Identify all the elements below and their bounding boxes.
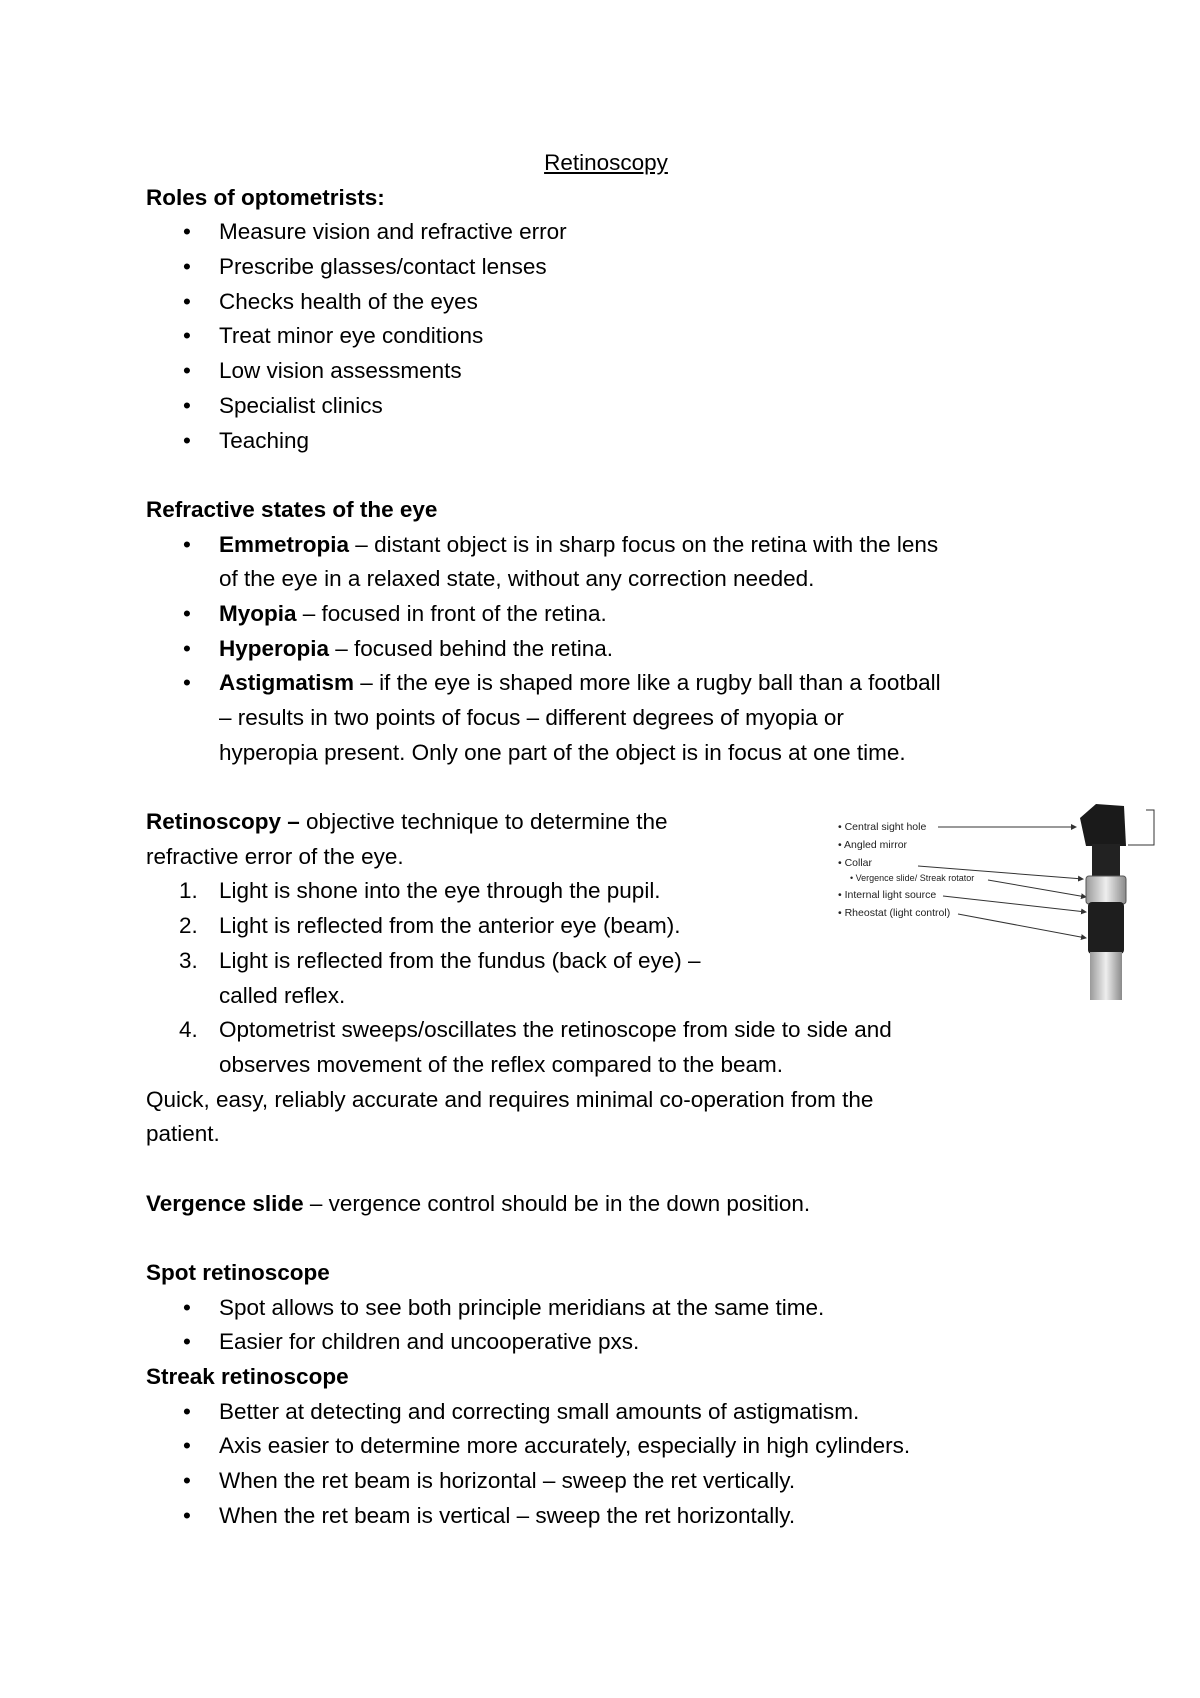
roles-heading: Roles of optometrists:: [146, 184, 385, 210]
list-item-emmetropia: • Emmetropia – distant object is in sharp focus on the retina with the lens: [146, 528, 1066, 563]
bullet-icon: •: [183, 219, 191, 245]
list-item-myopia: • Myopia – focused in front of the retina.: [146, 597, 1066, 632]
retinoscope-handle-shape: [1088, 902, 1124, 954]
list-item-continuation: of the eye in a relaxed state, without any correction needed.: [219, 566, 815, 592]
list-item: • Prescribe glasses/contact lenses: [146, 250, 1066, 285]
retinoscope-neck-shape: [1092, 844, 1120, 878]
retinoscope-diagram: [828, 800, 1158, 1000]
bullet-icon: •: [183, 427, 191, 453]
list-item: • Treat minor eye conditions: [146, 319, 1066, 354]
list-item: • Better at detecting and correcting small amounts of astigmatism.: [146, 1395, 1066, 1430]
spacer: [146, 458, 1066, 493]
retinoscope-collar-shape: [1086, 876, 1126, 904]
spacer: [146, 1152, 1066, 1187]
list-item: • Spot allows to see both principle meridians at the same time.: [146, 1291, 1066, 1326]
bullet-icon: •: [183, 254, 191, 280]
step-item: 1. Light is shone into the eye through the pupil.: [146, 874, 1066, 909]
step-number: 3.: [179, 947, 198, 973]
step-item: 4. Optometrist sweeps/oscillates the retinoscope from side to side and: [146, 1013, 1066, 1048]
spot-heading: Spot retinoscope: [146, 1260, 330, 1285]
label-arrow: [943, 896, 1086, 912]
list-item: • Specialist clinics: [146, 389, 1066, 424]
step-number: 2.: [179, 913, 198, 939]
bullet-icon: •: [183, 1502, 191, 1528]
figure-label: • Central sight hole: [838, 821, 927, 833]
figure-label: • Rheostat (light control): [838, 907, 951, 919]
list-item: • Easier for children and uncooperative pxs.: [146, 1325, 1066, 1360]
figure-label: • Angled mirror: [838, 839, 908, 851]
bullet-icon: •: [183, 531, 191, 557]
bullet-icon: •: [183, 1468, 191, 1494]
bullet-icon: •: [183, 1398, 191, 1424]
list-item-hyperopia: • Hyperopia – focused behind the retina.: [146, 632, 1066, 667]
retinoscopy-summary: Quick, easy, reliably accurate and requires minimal co-operation from the: [146, 1086, 874, 1112]
step-continuation: observes movement of the reflex compared to the beam.: [219, 1051, 784, 1077]
bullet-icon: •: [183, 1294, 191, 1320]
streak-heading: Streak retinoscope: [146, 1364, 349, 1390]
label-arrow: [1128, 810, 1154, 845]
list-item-continuation: – results in two points of focus – different degrees of myopia or: [219, 705, 844, 730]
bullet-icon: •: [183, 358, 191, 384]
label-arrow: [988, 880, 1086, 897]
list-item: • Checks health of the eyes: [146, 285, 1066, 320]
bullet-icon: •: [183, 1433, 191, 1459]
retinoscope-figure: [828, 800, 1158, 1000]
list-item-astigmatism: • Astigmatism – if the eye is shaped more like a rugby ball than a football: [146, 666, 1066, 701]
retinoscopy-summary-cont: patient.: [146, 1121, 220, 1147]
step-item: 3. Light is reflected from the fundus (back of eye) –: [146, 944, 1066, 979]
list-item: • Teaching: [146, 424, 1066, 459]
bullet-icon: •: [183, 288, 191, 314]
retinoscope-shaft-shape: [1090, 952, 1122, 1000]
figure-label: • Internal light source: [838, 889, 937, 901]
step-number: 1.: [179, 878, 198, 904]
bullet-icon: •: [183, 635, 191, 661]
step-item: 2. Light is reflected from the anterior eye (beam).: [146, 909, 1066, 944]
retinoscopy-definition-cont: refractive error of the eye.: [146, 843, 404, 869]
figure-label: • Vergence slide/ Streak rotator: [850, 873, 975, 883]
step-number: 4.: [179, 1017, 198, 1043]
bullet-icon: •: [183, 323, 191, 349]
list-item: • Low vision assessments: [146, 354, 1066, 389]
bullet-icon: •: [183, 600, 191, 626]
vergence-paragraph: Vergence slide – vergence control should be in the down position.: [146, 1190, 811, 1216]
retinoscope-head-shape: [1080, 804, 1126, 846]
step-continuation: called reflex.: [219, 982, 346, 1008]
spacer: [146, 1221, 1066, 1256]
refractive-heading: Refractive states of the eye: [146, 496, 438, 522]
list-item-continuation: hyperopia present. Only one part of the object is in focus at one time.: [219, 739, 906, 765]
list-item: • Measure vision and refractive error: [146, 215, 1066, 250]
page-title: Retinoscopy: [544, 150, 668, 175]
retinoscopy-definition: Retinoscopy – objective technique to determine the: [146, 809, 668, 835]
list-item: • When the ret beam is horizontal – sweep the ret vertically.: [146, 1464, 1066, 1499]
figure-label: • Collar: [838, 857, 873, 869]
list-item: • Axis easier to determine more accurately, especially in high cylinders.: [146, 1429, 1066, 1464]
bullet-icon: •: [183, 670, 191, 696]
bullet-icon: •: [183, 392, 191, 418]
list-item: • When the ret beam is vertical – sweep the ret horizontally.: [146, 1499, 1066, 1534]
bullet-icon: •: [183, 1329, 191, 1355]
label-arrow: [958, 914, 1086, 938]
